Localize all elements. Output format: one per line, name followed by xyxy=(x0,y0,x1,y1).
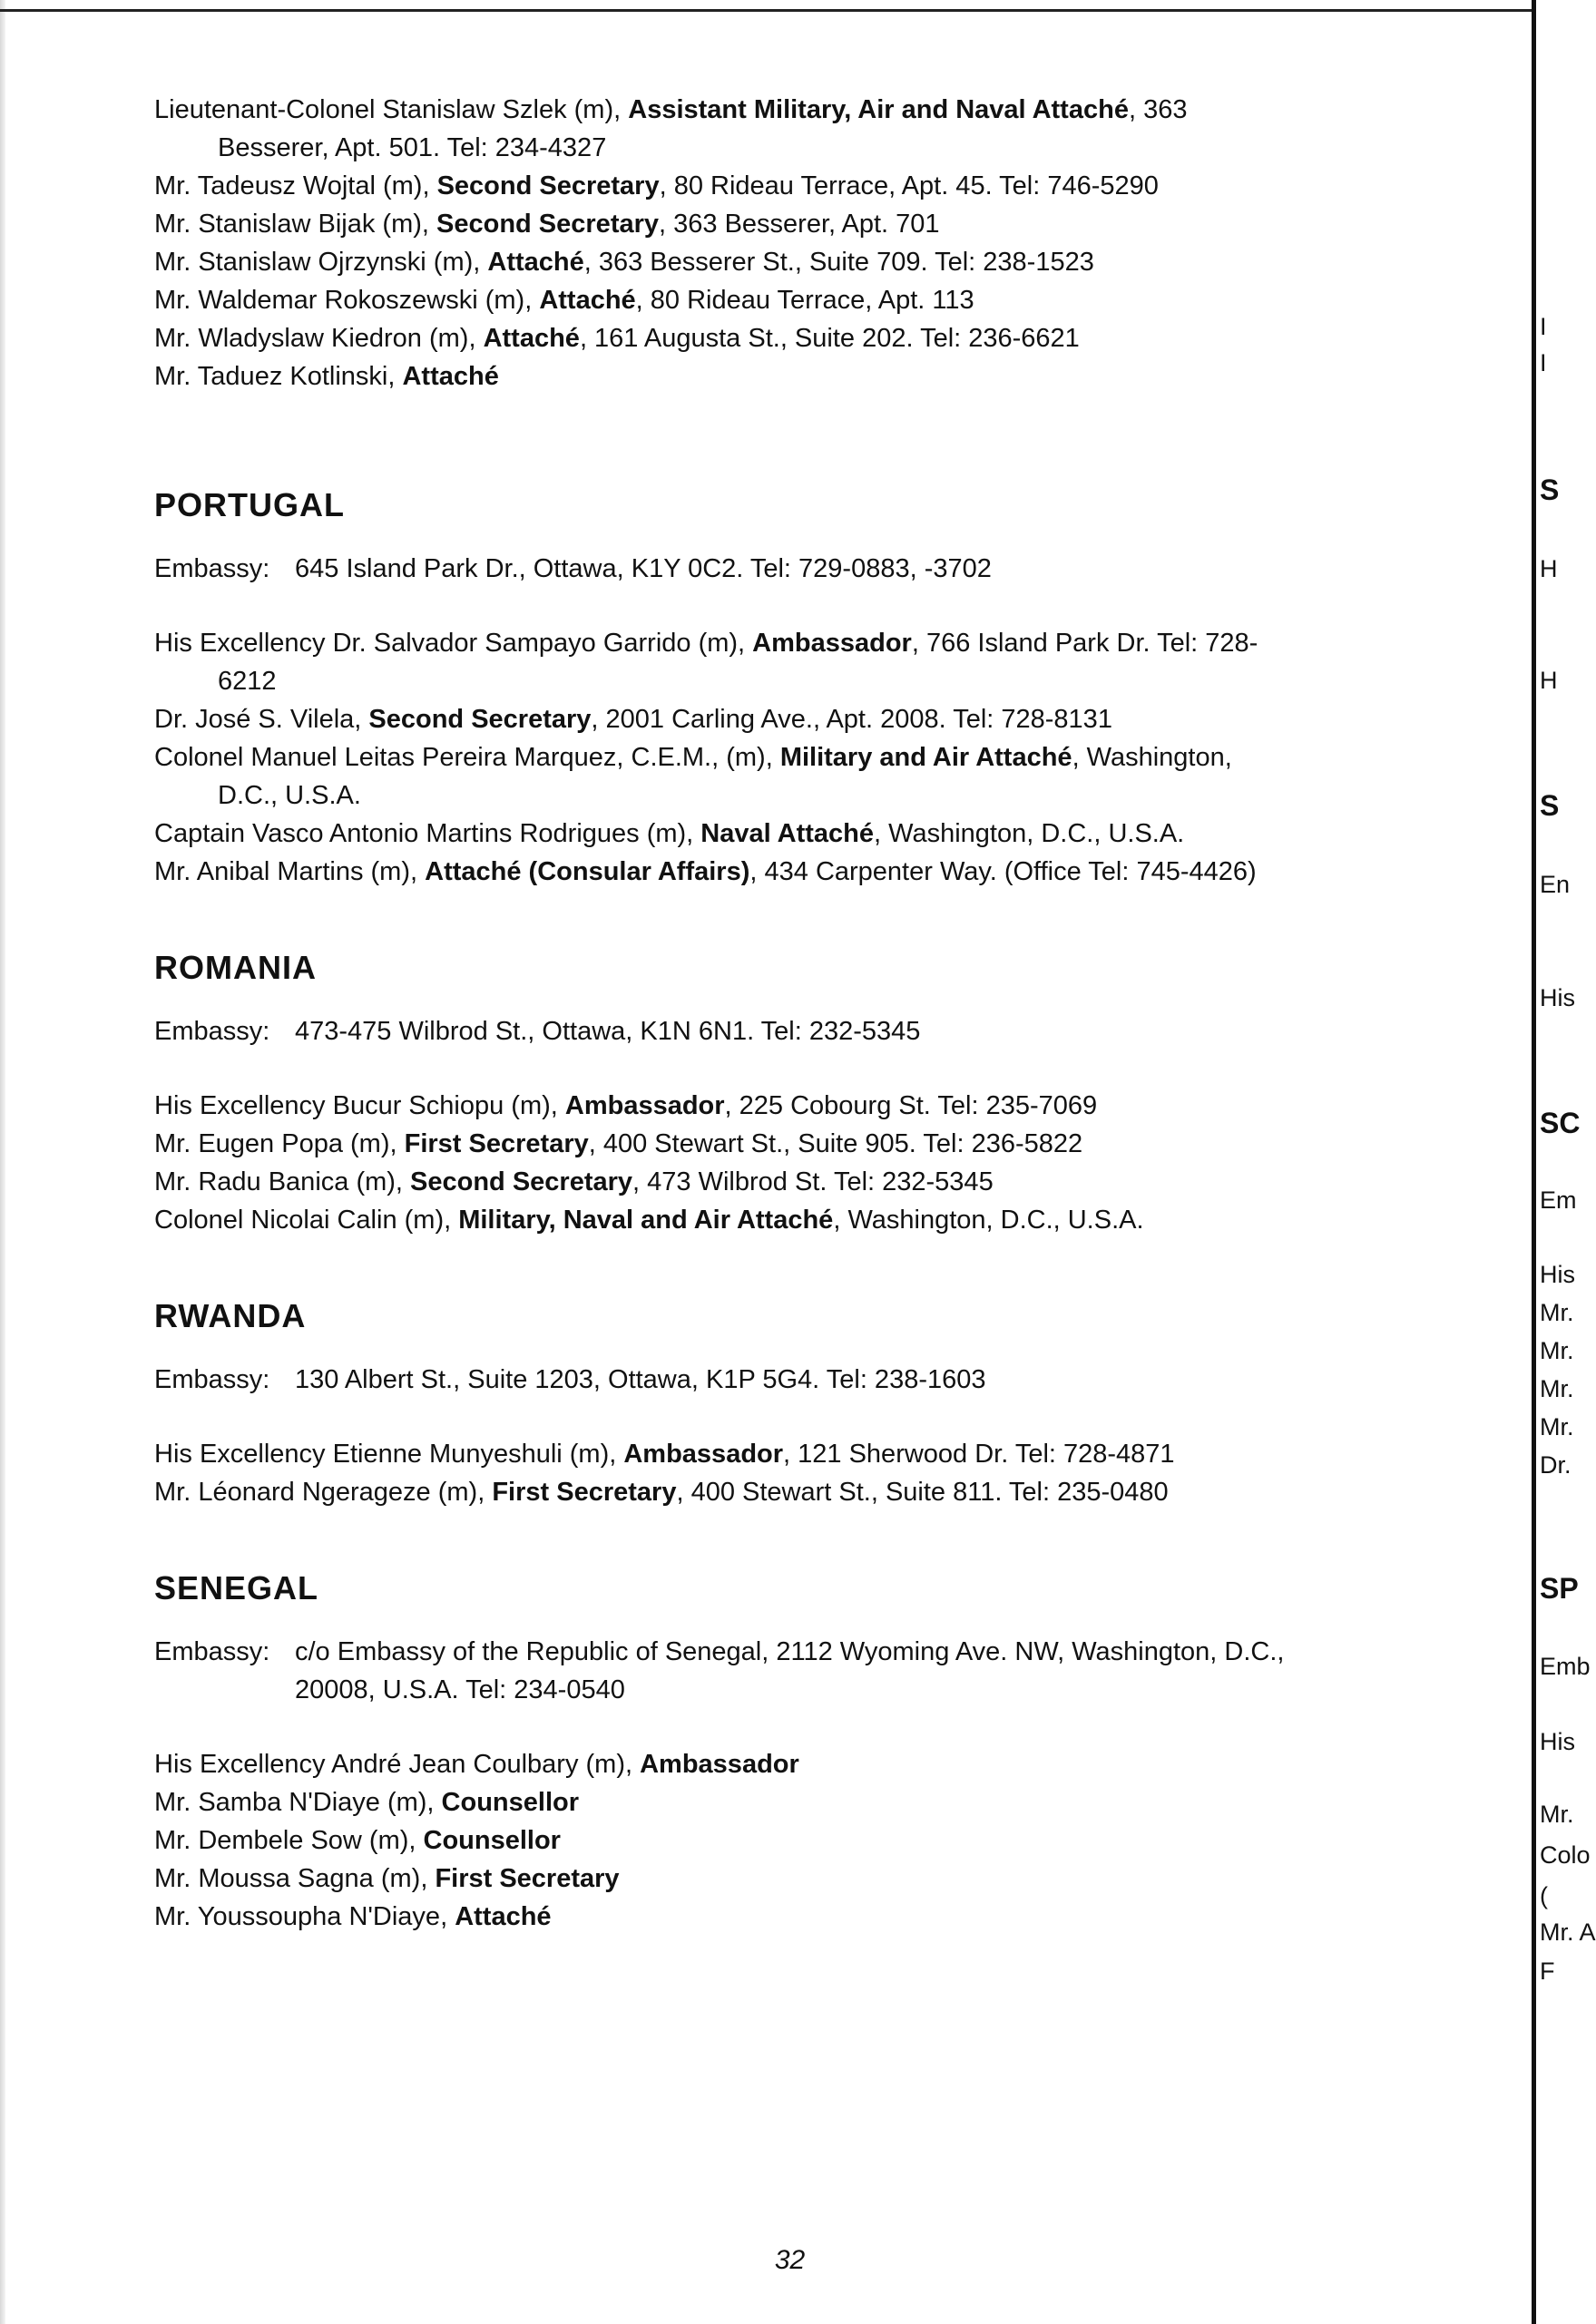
embassy-address: Embassy: 473-475 Wilbrod St., Ottawa, K1N 6N1. Tel: 232-5345 xyxy=(154,1017,921,1046)
staff-entry: Mr. Eugen Popa (m), First Secretary, 400 Stewart St., Suite 905. Tel: 236-5822 xyxy=(154,1129,1083,1158)
staff-entry: Captain Vasco Antonio Martins Rodrigues (m), Naval Attaché, Washington, D.C., U.S.A. xyxy=(154,819,1185,848)
adjacent-fragment: Mr. xyxy=(1540,1801,1574,1828)
staff-entry: His Excellency Bucur Schiopu (m), Ambassador, 225 Cobourg St. Tel: 235-7069 xyxy=(154,1091,1098,1120)
staff-entry: Mr. Samba N'Diaye (m), Counsellor xyxy=(154,1788,580,1817)
staff-entry: Mr. Radu Banica (m), Second Secretary, 473 Wilbrod St. Tel: 232-5345 xyxy=(154,1167,994,1196)
staff-entry-continuation: 6212 xyxy=(218,667,277,696)
adjacent-fragment: ( xyxy=(1540,1882,1548,1909)
staff-entry-continuation: D.C., U.S.A. xyxy=(218,781,361,810)
staff-entry: Mr. Anibal Martins (m), Attaché (Consular Affairs), 434 Carpenter Way. (Office Tel: 745-4426) xyxy=(154,857,1257,886)
adjacent-fragment: Emb xyxy=(1540,1653,1591,1680)
adjacent-fragment: Mr. xyxy=(1540,1375,1574,1402)
adjacent-fragment: F xyxy=(1540,1958,1555,1985)
adjacent-fragment: SP xyxy=(1540,1572,1579,1605)
adjacent-fragment: SC xyxy=(1540,1107,1581,1139)
adjacent-fragment: Em xyxy=(1540,1186,1577,1214)
portugal-staff-list xyxy=(154,624,1497,891)
page-number: 32 xyxy=(774,2245,806,2275)
staff-entry: Mr. Wladyslaw Kiedron (m), Attaché, 161 Augusta St., Suite 202. Tel: 236-6621 xyxy=(154,324,1080,353)
staff-entry: Mr. Moussa Sagna (m), First Secretary xyxy=(154,1864,620,1893)
staff-entry: Mr. Waldemar Rokoszewski (m), Attaché, 80 Rideau Terrace, Apt. 113 xyxy=(154,286,974,315)
poland-staff-list xyxy=(154,91,1497,395)
staff-entry: Lieutenant-Colonel Stanislaw Szlek (m), Assistant Military, Air and Naval Attaché, 363 xyxy=(154,95,1188,124)
senegal-staff-list xyxy=(154,1745,1497,1936)
adjacent-fragment: S xyxy=(1540,474,1560,506)
adjacent-fragment: I xyxy=(1540,313,1547,340)
embassy-address: Embassy: 130 Albert St., Suite 1203, Ottawa, K1P 5G4. Tel: 238-1603 xyxy=(154,1365,986,1394)
adjacent-fragment: Mr. xyxy=(1540,1299,1574,1326)
staff-entry: His Excellency Dr. Salvador Sampayo Garrido (m), Ambassador, 766 Island Park Dr. Tel: 728- xyxy=(154,629,1258,658)
adjacent-fragment: Mr. xyxy=(1540,1413,1574,1440)
country-heading-romania: ROMANIA xyxy=(154,949,317,986)
country-heading-rwanda: RWANDA xyxy=(154,1297,307,1334)
staff-entry: Mr. Léonard Ngerageze (m), First Secretary, 400 Stewart St., Suite 811. Tel: 235-0480 xyxy=(154,1478,1169,1507)
country-heading-portugal: PORTUGAL xyxy=(154,486,345,523)
embassy-address: Embassy: c/o Embassy of the Republic of Senegal, 2112 Wyoming Ave. NW, Washington, D.C., 20008, U.S.A. Tel: 234-0540 xyxy=(154,1637,1285,1704)
adjacent-fragment: His xyxy=(1540,1261,1575,1288)
adjacent-fragment: Mr. A xyxy=(1540,1919,1596,1946)
staff-entry: Mr. Tadeusz Wojtal (m), Second Secretary, 80 Rideau Terrace, Apt. 45. Tel: 746-5290 xyxy=(154,171,1159,200)
directory-page-content xyxy=(154,91,1497,1936)
embassy-address: Embassy: 645 Island Park Dr., Ottawa, K1Y 0C2. Tel: 729-0883, -3702 xyxy=(154,554,992,583)
staff-entry-continuation: Besserer, Apt. 501. Tel: 234-4327 xyxy=(218,133,607,162)
adjacent-fragment: Mr. xyxy=(1540,1337,1574,1364)
staff-entry: Colonel Manuel Leitas Pereira Marquez, C.E.M., (m), Military and Air Attaché, Washington, xyxy=(154,743,1232,772)
scan-top-rule xyxy=(0,9,1535,12)
country-heading-senegal: SENEGAL xyxy=(154,1569,319,1606)
staff-entry: Mr. Dembele Sow (m), Counsellor xyxy=(154,1826,561,1855)
staff-entry: Mr. Stanislaw Ojrzynski (m), Attaché, 363 Besserer St., Suite 709. Tel: 238-1523 xyxy=(154,248,1094,277)
adjacent-fragment: S xyxy=(1540,789,1560,822)
staff-entry: His Excellency André Jean Coulbary (m), Ambassador xyxy=(154,1750,799,1779)
staff-entry: Dr. José S. Vilela, Second Secretary, 2001 Carling Ave., Apt. 2008. Tel: 728-8131 xyxy=(154,705,1112,734)
staff-entry: Mr. Stanislaw Bijak (m), Second Secretary, 363 Besserer, Apt. 701 xyxy=(154,210,940,239)
adjacent-fragment: I xyxy=(1540,349,1547,376)
adjacent-fragment: Dr. xyxy=(1540,1451,1572,1479)
staff-entry: Mr. Taduez Kotlinski, Attaché xyxy=(154,362,499,391)
adjacent-fragment: H xyxy=(1540,667,1558,694)
adjacent-fragment: His xyxy=(1540,1728,1575,1755)
staff-entry: Mr. Youssoupha N'Diaye, Attaché xyxy=(154,1902,552,1931)
adjacent-fragment: His xyxy=(1540,984,1575,1011)
adjacent-fragment: Colo xyxy=(1540,1841,1591,1869)
scan-left-edge xyxy=(0,0,5,2324)
adjacent-fragment: H xyxy=(1540,555,1558,582)
adjacent-fragment: En xyxy=(1540,871,1571,898)
rwanda-staff-list xyxy=(154,1435,1497,1511)
romania-staff-list xyxy=(154,1087,1497,1239)
staff-entry: Colonel Nicolai Calin (m), Military, Naval and Air Attaché, Washington, D.C., U.S.A. xyxy=(154,1206,1144,1235)
adjacent-page-bleed xyxy=(1536,0,1596,2324)
staff-entry: His Excellency Etienne Munyeshuli (m), Ambassador, 121 Sherwood Dr. Tel: 728-4871 xyxy=(154,1440,1175,1469)
